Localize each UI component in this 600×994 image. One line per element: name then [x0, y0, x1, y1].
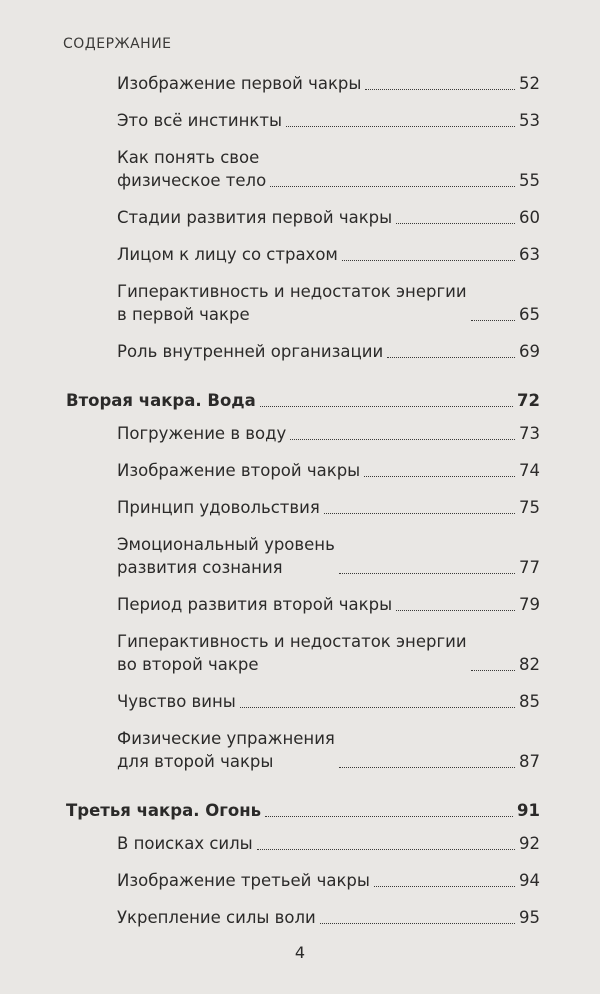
- dot-leader: [270, 186, 515, 187]
- toc-entry: [0, 340, 540, 363]
- toc-chapter-entry: [0, 389, 540, 412]
- dot-leader: [342, 260, 515, 261]
- toc-entry-page: 79: [519, 595, 540, 614]
- dot-leader: [286, 126, 515, 127]
- dot-leader: [240, 707, 515, 708]
- running-head: СОДЕРЖАНИЕ: [63, 36, 172, 52]
- toc-entry: [0, 727, 540, 773]
- dot-leader: [339, 767, 515, 768]
- toc-entry-title: Принцип удовольствия: [117, 498, 320, 517]
- dot-leader: [324, 513, 515, 514]
- toc-entry-title: Как понять свое физическое тело: [117, 148, 267, 190]
- toc-entry: [0, 422, 540, 445]
- toc-entry: [0, 690, 540, 713]
- toc-entry-title: Укрепление силы воли: [117, 908, 316, 927]
- toc-entry: [0, 109, 540, 132]
- dot-leader: [290, 439, 515, 440]
- toc-entry-page: 72: [517, 391, 540, 410]
- toc-entry-page: 75: [519, 498, 540, 517]
- toc-entry: [0, 496, 540, 519]
- toc-entry-title: Это всё инстинкты: [117, 111, 282, 130]
- toc-entry-title: Вторая чакра. Вода: [66, 391, 256, 410]
- toc-entry-page: 60: [519, 208, 540, 227]
- toc-entry: [0, 869, 540, 892]
- toc-entry-page: 95: [519, 908, 540, 927]
- dot-leader: [396, 223, 515, 224]
- toc-entry-title: Период развития второй чакры: [117, 595, 393, 614]
- toc-entry-title: В поисках силы: [117, 834, 253, 853]
- toc-entry: [0, 72, 540, 95]
- toc-entry-title: Стадии развития первой чакры: [117, 208, 393, 227]
- toc-entry-title: Эмоциональный уровень развития сознания: [117, 535, 335, 577]
- dot-leader: [396, 610, 515, 611]
- toc-entry-title: Гиперактивность и недостаток энергии во второй чакре: [117, 632, 467, 674]
- toc-entry-title: Изображение второй чакры: [117, 461, 361, 480]
- toc-entry: [0, 459, 540, 482]
- page-number: 4: [294, 943, 306, 962]
- toc-entry-page: 53: [519, 111, 540, 130]
- toc-entry: [0, 146, 540, 192]
- toc-entry-page: 55: [519, 171, 540, 190]
- toc-entry-title: Физические упражнения для второй чакры: [117, 729, 335, 771]
- toc-entry-title: Роль внутренней организации: [117, 342, 384, 361]
- toc-entry-title: Третья чакра. Огонь: [66, 801, 262, 820]
- dot-leader: [320, 923, 515, 924]
- toc-entry-page: 82: [519, 655, 540, 674]
- dot-leader: [365, 89, 515, 90]
- dot-leader: [387, 357, 515, 358]
- toc-entry: [0, 593, 540, 616]
- toc-entry-page: 77: [519, 558, 540, 577]
- toc-entry-title: Изображение третьей чакры: [117, 871, 370, 890]
- toc-entry: [0, 243, 540, 266]
- toc-entry-page: 69: [519, 342, 540, 361]
- toc-chapter-entry: [0, 799, 540, 822]
- toc-entry-page: 63: [519, 245, 540, 264]
- toc-entry-page: 91: [517, 801, 540, 820]
- toc-entry-page: 73: [519, 424, 540, 443]
- toc-entry-title: Погружение в воду: [117, 424, 287, 443]
- toc-entry-page: 92: [519, 834, 540, 853]
- toc-entry-page: 74: [519, 461, 540, 480]
- dot-leader: [471, 320, 515, 321]
- toc-entry: [0, 630, 540, 676]
- toc-entry: [0, 906, 540, 929]
- toc-entry-title: Изображение первой чакры: [117, 74, 362, 93]
- toc-entry-title: Лицом к лицу со страхом: [117, 245, 338, 264]
- toc-entry: [0, 533, 540, 579]
- dot-leader: [471, 670, 515, 671]
- toc-entry-page: 52: [519, 74, 540, 93]
- dot-leader: [374, 886, 515, 887]
- dot-leader: [364, 476, 515, 477]
- dot-leader: [260, 406, 513, 407]
- toc-entry-page: 85: [519, 692, 540, 711]
- table-of-contents: [0, 72, 600, 943]
- toc-entry: [0, 206, 540, 229]
- toc-entry-title: Гиперактивность и недостаток энергии в первой чакре: [117, 282, 467, 324]
- toc-entry-title: Чувство вины: [117, 692, 236, 711]
- dot-leader: [257, 849, 515, 850]
- toc-entry-page: 87: [519, 752, 540, 771]
- toc-entry: [0, 280, 540, 326]
- toc-entry: [0, 832, 540, 855]
- toc-entry-page: 94: [519, 871, 540, 890]
- dot-leader: [339, 573, 515, 574]
- toc-entry-page: 65: [519, 305, 540, 324]
- dot-leader: [265, 816, 513, 817]
